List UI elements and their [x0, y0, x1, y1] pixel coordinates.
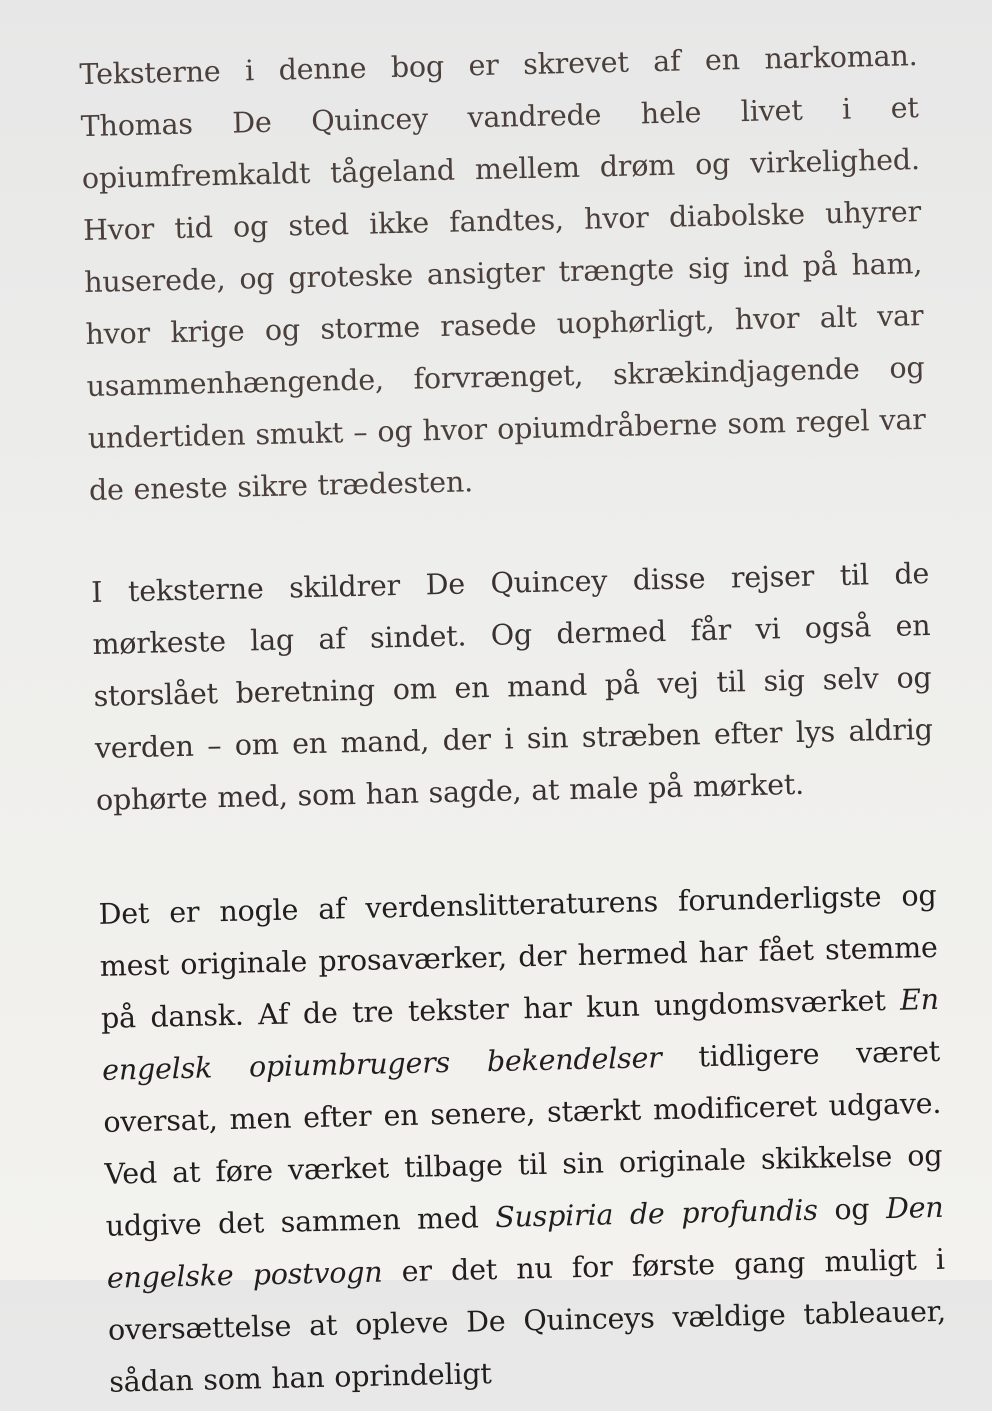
paragraph-text: er det nu for første gang muligt i oversættelse at opleve De Quinceys vældige tableauer, sådan som han oprindeligt [107, 1242, 947, 1399]
paragraph-text: I teksterne skildrer De Quincey disse rejser til de mørkeste lag af sindet. Og dermed får vi også en storslået beretning om en mand på vej til sig selv og verden – om en mand, der i sin stræben efter lys aldrig ophørte med, som han sagde, at male på mørket. [90, 556, 934, 817]
paragraph-journeys [91, 548, 935, 827]
book-title-suspiria: Suspiria de profundis [494, 1193, 819, 1234]
book-title-postvogn: Den engelske postvogn [106, 1190, 944, 1295]
paragraph-works [98, 870, 948, 1409]
book-title-bekendelser: En engelsk opiumbrugers bekendelser [101, 982, 940, 1087]
paragraph-intro [79, 30, 927, 517]
paragraph-text: og [817, 1192, 887, 1227]
paragraph-text: Det er nogle af verdenslitteraturens forunderligste og mest originale prosaværker, der hermed har fået stemme på dansk. Af de tre tekster har kun ungdomsværket [98, 878, 938, 1035]
paragraph-text: Teksterne i denne bog er skrevet af en narkoman. Thomas De Quincey vandrede hele livet i et opiumfremkaldt tågeland mellem drøm og virkelighed. Hvor tid og sted ikke fandtes, hvor diabolske uhyrer huserede, og groteske ansigter trængte sig ind på ham, hvor krige og storme rasede uophørligt, hvor alt var usammenhængende, forvrænget, skrækindjagende og undertiden smukt – og hvor opiumdråberne som regel var de eneste sikre trædesten. [79, 39, 927, 507]
paragraph-text: tidligere været oversat, men efter en senere, stærkt modificeret udgave. Ved at føre værket tilbage til sin originale skikkelse og udgive det sammen med [102, 1034, 943, 1243]
